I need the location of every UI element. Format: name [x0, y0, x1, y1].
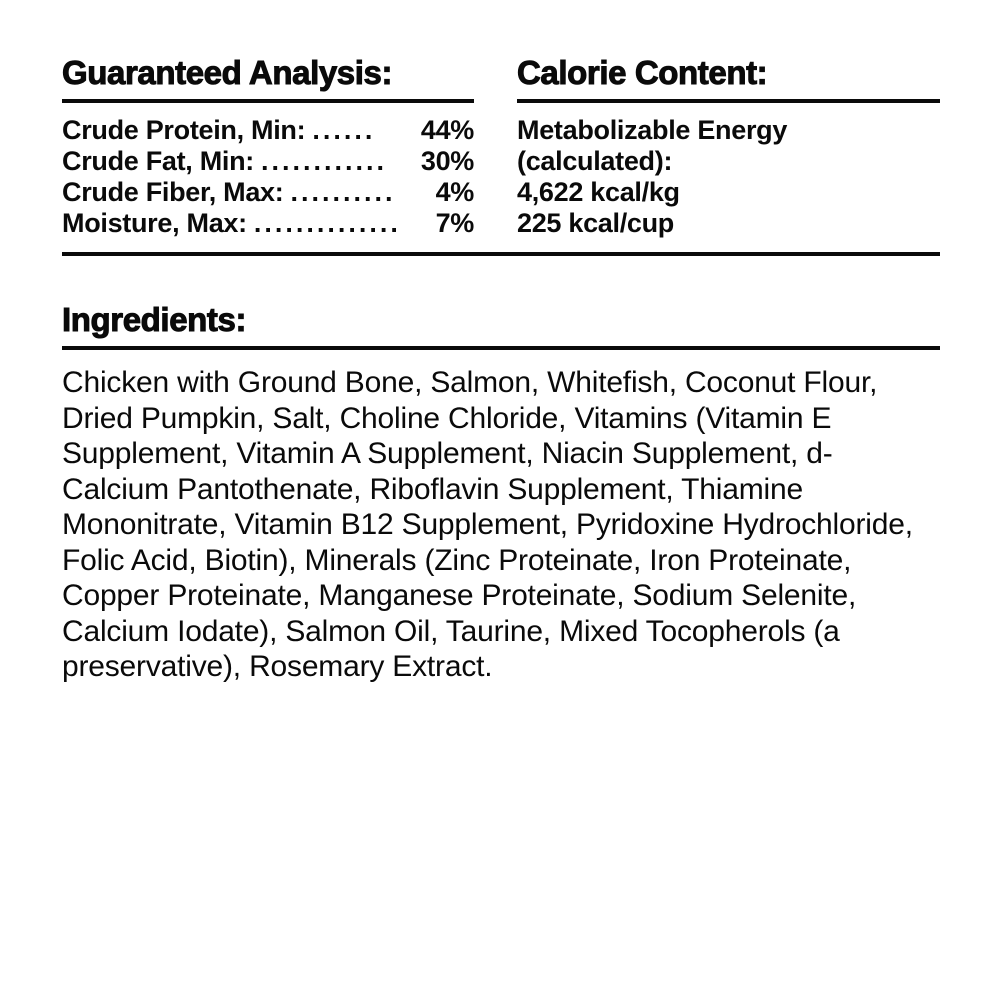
analysis-and-calorie-section — [62, 56, 940, 239]
dot-leader: .......... — [290, 177, 396, 207]
analysis-row-value: 30% — [420, 146, 474, 176]
calorie-line-energy: Metabolizable Energy — [517, 115, 788, 145]
ingredients-title: Ingredients: — [62, 301, 247, 338]
analysis-row-value: 7% — [435, 208, 474, 238]
ingredients-title-rule — [62, 346, 940, 350]
calorie-line-kcal-cup: 225 kcal/cup — [517, 208, 675, 238]
analysis-row-value: 4% — [435, 177, 474, 207]
calorie-content-title: Calorie Content: — [517, 54, 768, 91]
guaranteed-analysis-title-rule — [62, 99, 474, 103]
analysis-row-moisture — [62, 208, 474, 239]
guaranteed-analysis-rows — [62, 115, 474, 239]
calorie-line-kcal-kg: 4,622 kcal/kg — [517, 177, 680, 207]
calorie-content-column — [517, 56, 940, 239]
analysis-row-label: Crude Fat, Min: — [62, 146, 254, 176]
ingredients-section — [62, 303, 940, 685]
analysis-row-label: Crude Protein, Min: — [62, 115, 306, 145]
analysis-row-crude-fat — [62, 146, 474, 177]
analysis-row-crude-fiber — [62, 177, 474, 208]
analysis-row-value: 44% — [420, 115, 474, 145]
calorie-content-lines — [517, 115, 940, 239]
dot-leader: ...... — [312, 115, 376, 145]
section-divider-rule — [62, 252, 940, 256]
ingredients-list-text: Chicken with Ground Bone, Salmon, Whitefish, Coconut Flour, Dried Pumpkin, Salt, Choline Chloride, Vitamins (Vitamin E Supplement, Vitamin A Supplement, Niacin Supplement, d-Calcium Pantothenate, Riboflavin Supplement, Thiamine Mononitrate, Vitamin B12 Supplement, Pyridoxine Hydrochloride, Folic Acid, Biotin), Minerals (Zinc Proteinate, Iron Proteinate, Copper Proteinate, Manganese Proteinate, Sodium Selenite, Calcium Iodate), Salmon Oil, Taurine, Mixed Tocopherols (a preservative), Rosemary Extract. — [62, 366, 913, 683]
dot-leader: .............. — [253, 208, 401, 238]
dot-leader: ............ — [261, 146, 388, 176]
calorie-content-title-rule — [517, 99, 940, 103]
calorie-line-calculated: (calculated): — [517, 146, 673, 176]
guaranteed-analysis-column — [62, 56, 474, 239]
analysis-row-label: Moisture, Max: — [62, 208, 247, 238]
column-gap — [474, 56, 517, 239]
analysis-row-crude-protein — [62, 115, 474, 146]
guaranteed-analysis-title: Guaranteed Analysis: — [62, 54, 393, 91]
analysis-row-label: Crude Fiber, Max: — [62, 177, 284, 207]
